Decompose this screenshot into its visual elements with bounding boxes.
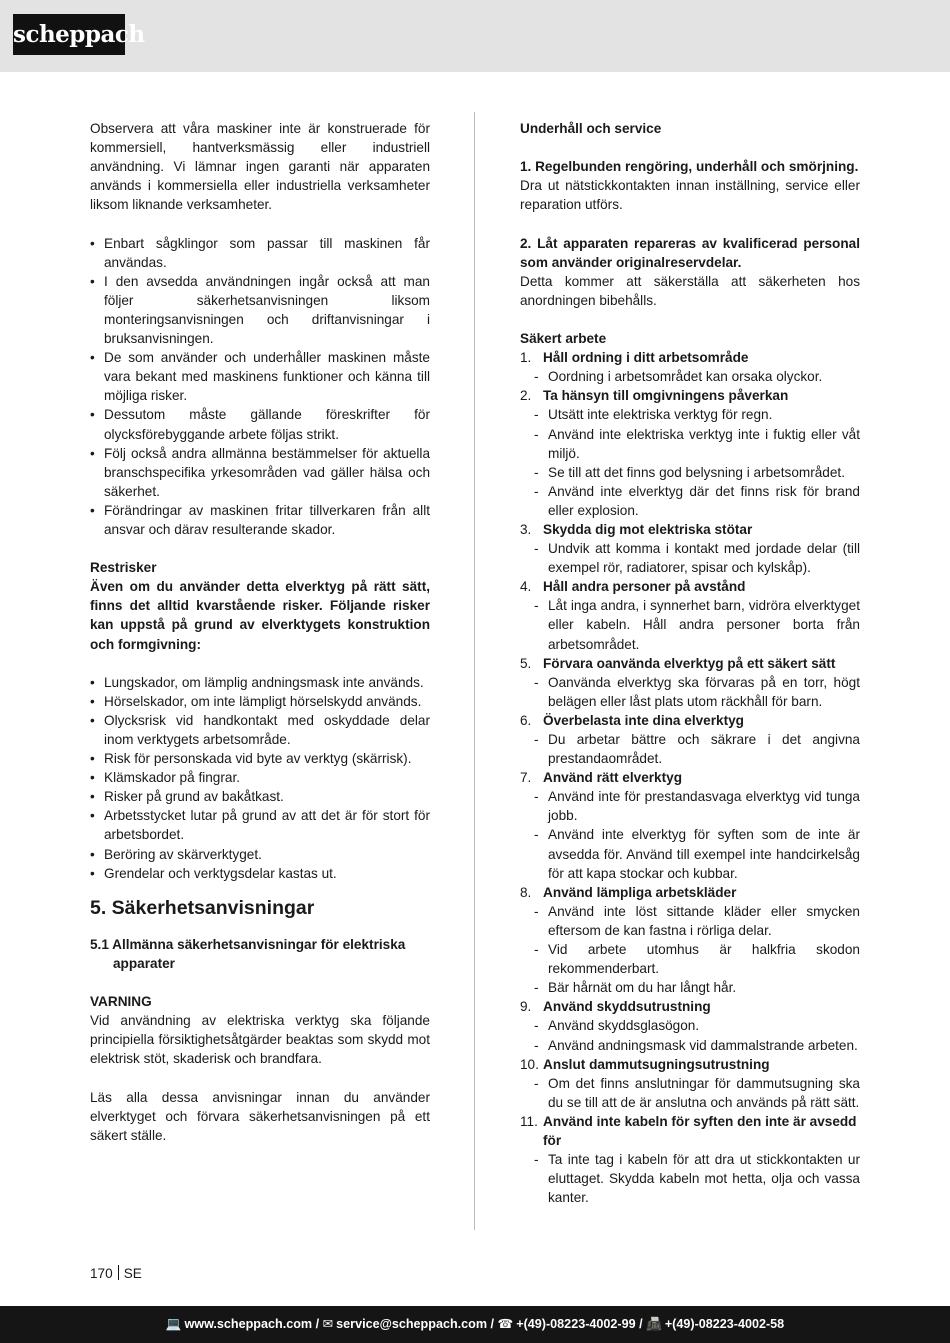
safe-work-sub-item: - Vid arbete utomhus är halkfria skodon rekommenderbart. <box>534 942 860 977</box>
contact-footer: 💻 www.scheppach.com / ✉ service@scheppach.com / ☎ +(49)-08223-4002-99 / 📠 +(49)-08223-4002-58 <box>0 1306 950 1343</box>
risk-bullet-list <box>90 673 430 883</box>
safe-work-sub-item: - Oanvända elverktyg ska förvaras på en torr, högt belägen eller låst plats utom räckhåll för barn. <box>534 674 860 709</box>
safe-work-sub-item: - Om det finns anslutningar för dammutsugning ska du se till att de är anslutna och används på rätt sätt. <box>534 1075 860 1110</box>
page-number <box>90 1265 142 1283</box>
scheppach-logo: scheppach <box>13 14 125 55</box>
safe-work-item-title-text: Håll andra personer på avstånd <box>543 579 746 595</box>
safe-work-item-title <box>520 768 860 787</box>
usage-bullet-item: • Enbart sågklingor som passar till maskinen får användas. <box>90 234 430 272</box>
usage-bullet-item: • I den avsedda användningen ingår också att man följer säkerhetsanvisningen liksom monteringsanvisningen och driftanvisningar i bruksanvisningen. <box>90 272 430 348</box>
page-header <box>0 0 950 72</box>
safe-work-item-number: 1. <box>520 350 532 366</box>
safe-work-item-number: 6. <box>520 712 532 728</box>
warning-text: Vid användning av elektriska verktyg ska följande principiella försiktighetsåtgärder beaktas som skydd mot elektrisk stöt, skaderisk och brandfara. <box>90 1013 430 1067</box>
intro-paragraph: Observera att våra maskiner inte är konstruerade för kommersiell, hantverksmässig eller industriell användning. Vi lämnar ingen garanti när apparaten används i kommersiella eller industriella verksamheter liksom liknande verksamheter. <box>90 121 430 213</box>
safe-work-item-title-text: Håll ordning i ditt arbetsområde <box>543 350 749 366</box>
safe-work-sub-item: - Använd inte elverktyg där det finns risk för brand eller explosion. <box>534 483 860 518</box>
maintenance-item-2-text: Detta kommer att säkerställa att säkerheten hos anordningen bibehålls. <box>520 273 860 308</box>
footer-website[interactable]: www.scheppach.com <box>184 1317 313 1331</box>
safe-work-sub-item: - Se till att det finns god belysning i arbetsområdet. <box>534 464 845 480</box>
safe-work-sub-item: - Använd inte elektriska verktyg inte i fuktig eller våt miljö. <box>534 426 860 461</box>
safe-work-item-number: 2. <box>520 388 532 404</box>
risk-bullet-item: • Olycksrisk vid handkontakt med oskyddade delar inom verktygets arbetsområde. <box>90 711 430 749</box>
safe-work-item-title-text: Skydda dig mot elektriska stötar <box>543 521 753 537</box>
safe-work-item-title <box>520 386 860 405</box>
safe-work-item-title <box>520 348 860 367</box>
usage-bullet-item: • Följ också andra allmänna bestämmelser för aktuella branschspecifika yrkesområden vad gäller hälsa och säkerhet. <box>90 444 430 501</box>
safe-work-item-number: 11. <box>520 1113 538 1129</box>
safe-work-item-title <box>520 654 860 673</box>
safe-work-item-title-text: Ta hänsyn till omgivningens påverkan <box>543 388 789 404</box>
safe-work-sub-item: - Du arbetar bättre och säkrare i det angivna prestandaområdet. <box>534 732 860 767</box>
safe-work-item-number: 8. <box>520 884 532 900</box>
safe-work-item-title <box>520 883 860 902</box>
page-number-value: 170 <box>90 1266 113 1281</box>
safe-work-item-number: 3. <box>520 521 532 537</box>
safe-work-sub-item: - Använd skyddsglasögon. <box>534 1018 700 1034</box>
usage-bullet-item: • Dessutom måste gällande föreskrifter för olycksförebyggande arbete följas strikt. <box>90 405 430 443</box>
safe-work-item-number: 7. <box>520 770 532 786</box>
safe-work-sub-item: - Använd andningsmask vid dammalstrande arbeten. <box>534 1037 858 1053</box>
risk-bullet-item: • Lungskador, om lämplig andningsmask inte används. <box>90 673 430 692</box>
maintenance-item-1-text: Dra ut nätstickkontakten innan inställning, service eller reparation utförs. <box>520 178 860 213</box>
risk-bullet-item: • Grendelar och verktygsdelar kastas ut. <box>90 864 430 883</box>
restrisker-heading: Restrisker <box>90 560 157 576</box>
safe-work-item-number: 4. <box>520 579 532 595</box>
safe-work-item-title-text: Använd skyddsutrustning <box>543 999 711 1015</box>
safe-work-item-title-text: Använd rätt elverktyg <box>543 770 683 786</box>
safe-work-sub-item: - Utsätt inte elektriska verktyg för regn. <box>534 407 773 423</box>
safe-work-sub-item: - Bär hårnät om du har långt hår. <box>534 980 737 996</box>
safe-work-item-number: 9. <box>520 999 532 1015</box>
risk-bullet-item: • Hörselskador, om inte lämpligt hörselskydd används. <box>90 692 430 711</box>
safe-work-item-title-text: Överbelasta inte dina elverktyg <box>543 712 744 728</box>
safe-work-item-title-text: Använd inte kabeln för syften den inte är avsedd för <box>543 1113 857 1148</box>
right-column <box>520 119 860 1207</box>
footer-email[interactable]: service@scheppach.com <box>336 1317 488 1331</box>
safe-work-list <box>520 348 860 1207</box>
risk-bullet-item: • Beröring av skärverktyget. <box>90 845 430 864</box>
maintenance-heading: Underhåll och service <box>520 121 662 136</box>
usage-bullet-list <box>90 234 430 540</box>
risk-bullet-item: • Arbetsstycket lutar på grund av att det är för stort för arbetsbordet. <box>90 806 430 844</box>
safe-work-item-title-text: Förvara oanvända elverktyg på ett säkert sätt <box>543 655 836 671</box>
safe-work-item-title <box>520 1112 860 1150</box>
maintenance-item-1-title: 1. Regelbunden rengöring, underhåll och smörjning. <box>520 159 859 175</box>
safe-work-sub-item: - Ta inte tag i kabeln för att dra ut stickkontakten ur eluttaget. Skydda kabeln mot hetta, olja och vassa kanter. <box>534 1152 860 1206</box>
phone-icon: ☎ <box>497 1317 514 1331</box>
safe-work-item-title-text: Anslut dammutsugningsutrustning <box>543 1056 770 1072</box>
subsection-title: 5.1 Allmänna säkerhetsanvisningar för elektriska apparater <box>90 936 406 971</box>
safe-work-item-title <box>520 997 860 1016</box>
warning-heading: VARNING <box>90 994 152 1010</box>
risk-bullet-item: • Risk för personskada vid byte av verktyg (skärrisk). <box>90 749 430 768</box>
read-instructions-text: Läs alla dessa anvisningar innan du använder elverktyget och förvara säkerhetsanvisningen på ett säkert ställe. <box>90 1089 430 1143</box>
page-language: SE <box>123 1266 142 1281</box>
safe-work-sub-item: - Låt inga andra, i synnerhet barn, vidröra elverktyget eller kabeln. Håll andra personer borta från arbetsområdet. <box>534 598 860 652</box>
footer-fax: +(49)-08223-4002-58 <box>664 1317 785 1331</box>
page-number-separator <box>118 1265 119 1280</box>
restrisker-intro: Även om du använder detta elverktyg på rätt sätt, finns det alltid kvarstående risker. Följande risker kan uppstå på grund av elverktygets konstruktion och formgivning: <box>90 579 430 652</box>
safe-work-item-title <box>520 577 860 596</box>
safe-work-sub-item: - Använd inte för prestandasvaga elverktyg vid tunga jobb. <box>534 789 860 824</box>
usage-bullet-item: • De som använder och underhåller maskinen måste vara bekant med maskinens funktioner och känna till möjliga risker. <box>90 348 430 405</box>
usage-bullet-item: • Förändringar av maskinen fritar tillverkaren från allt ansvar och därav resulterande skador. <box>90 501 430 539</box>
risk-bullet-item: • Klämskador på fingrar. <box>90 768 430 787</box>
safe-work-item-title-text: Använd lämpliga arbetskläder <box>543 884 737 900</box>
safe-work-heading: Säkert arbete <box>520 331 607 347</box>
maintenance-item-2-title: 2. Låt apparaten repareras av kvalificerad personal som använder originalreservdelar. <box>520 235 860 270</box>
safe-work-item-title <box>520 520 860 539</box>
safe-work-item-number: 10. <box>520 1056 539 1072</box>
column-divider <box>474 112 475 1230</box>
section-title: 5. Säkerhetsanvisningar <box>90 896 315 919</box>
safe-work-sub-item: - Undvik att komma i kontakt med jordade delar (till exempel rör, radiatorer, spisar och kylskåp). <box>534 541 860 576</box>
safe-work-sub-item: - Använd inte löst sittande kläder eller smycken eftersom de kan fastna i rörliga delar. <box>534 903 860 938</box>
safe-work-sub-item: - Använd inte elverktyg för syften som de inte är avsedda för. Använd till exempel inte handcirkelsåg för att kapa stockar och kubbar. <box>534 827 860 881</box>
left-column <box>90 119 430 1145</box>
safe-work-item-title <box>520 1055 860 1074</box>
computer-icon: 💻 <box>165 1317 182 1331</box>
footer-phone: +(49)-08223-4002-99 <box>516 1317 636 1331</box>
email-icon: ✉ <box>322 1317 334 1331</box>
risk-bullet-item: • Risker på grund av bakåtkast. <box>90 787 430 806</box>
fax-icon: 📠 <box>646 1317 662 1331</box>
safe-work-item-title <box>520 711 860 730</box>
safe-work-item-number: 5. <box>520 655 532 671</box>
safe-work-sub-item: - Oordning i arbetsområdet kan orsaka olyckor. <box>534 369 823 385</box>
